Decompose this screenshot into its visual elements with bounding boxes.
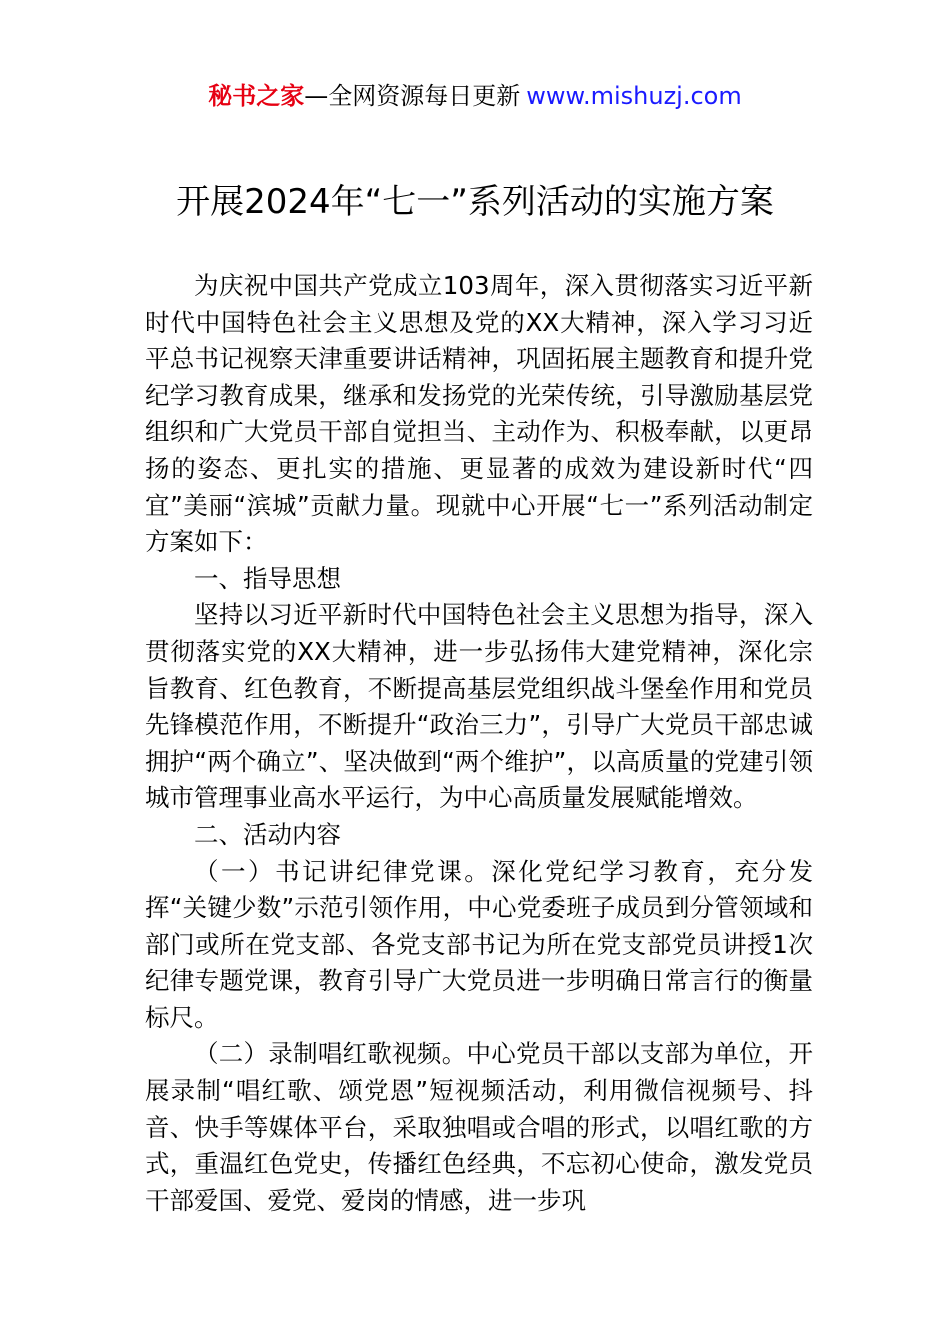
activity-item-2-paragraph: （二）录制唱红歌视频。中心党员干部以支部为单位，开展录制“唱红歌、颂党恩”短视频活动，利用微信视频号、抖音、快手等媒体平台，采取独唱或合唱的形式，以唱红歌的方式，重温红色党史，传播红色经典，不忘初心使命，激发党员干部爱国、爱党、爱岗的情感，进一步巩 bbox=[145, 1039, 813, 1215]
site-brand: 秘书之家 bbox=[208, 82, 305, 110]
document-body bbox=[145, 268, 813, 1219]
site-url-link[interactable]: www.mishuzj.com bbox=[526, 82, 742, 110]
document-title: 开展2024年“七一”系列活动的实施方案 bbox=[176, 182, 774, 222]
site-tagline: —全网资源每日更新 bbox=[304, 82, 521, 110]
section-heading-activity-content: 二、活动内容 bbox=[194, 819, 341, 849]
site-header bbox=[0, 80, 950, 112]
guiding-ideology-paragraph: 坚持以习近平新时代中国特色社会主义思想为指导，深入贯彻落实党的XX大精神，进一步弘扬伟大建党精神，深化宗旨教育、红色教育，不断提高基层党组织战斗堡垒作用和党员先锋模范作用，不断提升“政治三力”，引导广大党员干部忠诚拥护“两个确立”、坚决做到“两个维护”，以高质量的党建引领城市管理事业高水平运行，为中心高质量发展赋能增效。 bbox=[145, 600, 813, 813]
intro-paragraph: 为庆祝中国共产党成立103周年，深入贯彻落实习近平新时代中国特色社会主义思想及党的XX大精神，深入学习习近平总书记视察天津重要讲话精神，巩固拓展主题教育和提升党纪学习教育成果，继承和发扬党的光荣传统，引导激励基层党组织和广大党员干部自觉担当、主动作为、积极奉献，以更昂扬的姿态、更扎实的措施、更显著的成效为建设新时代“四宜”美丽“滨城”贡献力量。现就中心开展“七一”系列活动制定方案如下： bbox=[145, 271, 813, 557]
section-heading-guiding-ideology: 一、指导思想 bbox=[194, 563, 341, 593]
activity-item-1-paragraph: （一）书记讲纪律党课。深化党纪学习教育，充分发挥“关键少数”示范引领作用，中心党委班子成员到分管领域和部门或所在党支部、各党支部书记为所在党支部党员讲授1次纪律专题党课，教育引导广大党员进一步明确日常言行的衡量标尺。 bbox=[145, 856, 813, 1032]
